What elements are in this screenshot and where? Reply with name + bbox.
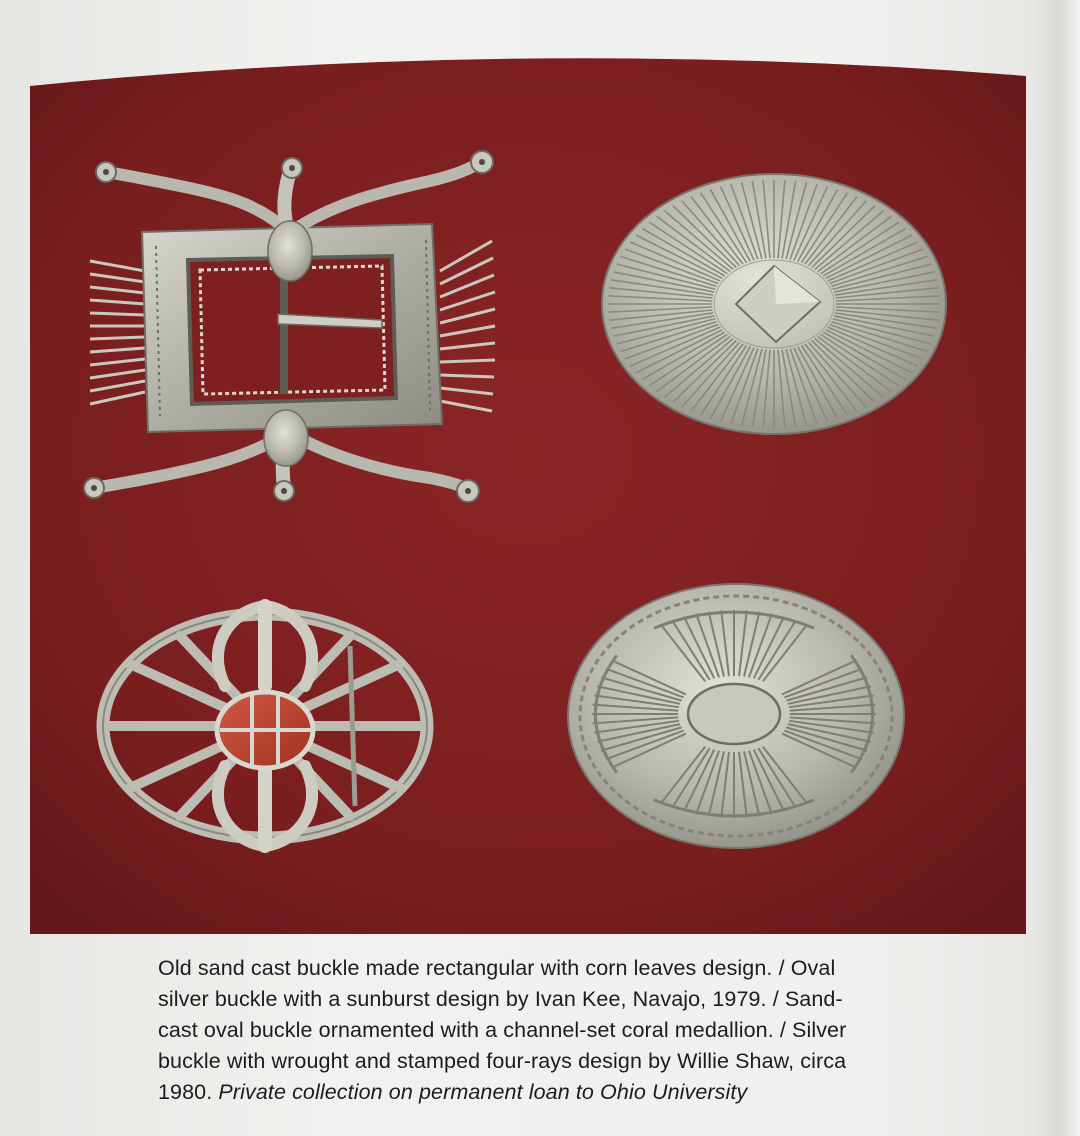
sunburst-oval-buckle [602,174,946,434]
caption-line-5 [158,1077,988,1108]
caption-line-1: Old sand cast buckle made rectangular with corn leaves design. / Oval [158,956,836,980]
caption-line-3: cast oval buckle ornamented with a channel-set coral medallion. / Silver [158,1018,847,1042]
center-oval [688,684,780,744]
page-gutter [1032,0,1080,1136]
caption-credit: Private collection on permanent loan to Ohio University [218,1080,748,1104]
buckles-photograph [30,46,1026,934]
coral-medallion-buckle [103,606,427,846]
caption-line-4: buckle with wrought and stamped four-rays design by Willie Shaw, circa [158,1049,847,1073]
four-rays-stamped-buckle [568,584,904,848]
photo-caption [158,953,988,1108]
buckles-illustration [30,46,1026,934]
caption-line-2: silver buckle with a sunburst design by Ivan Kee, Navajo, 1979. / Sand- [158,987,843,1011]
caption-year: 1980. [158,1080,213,1104]
